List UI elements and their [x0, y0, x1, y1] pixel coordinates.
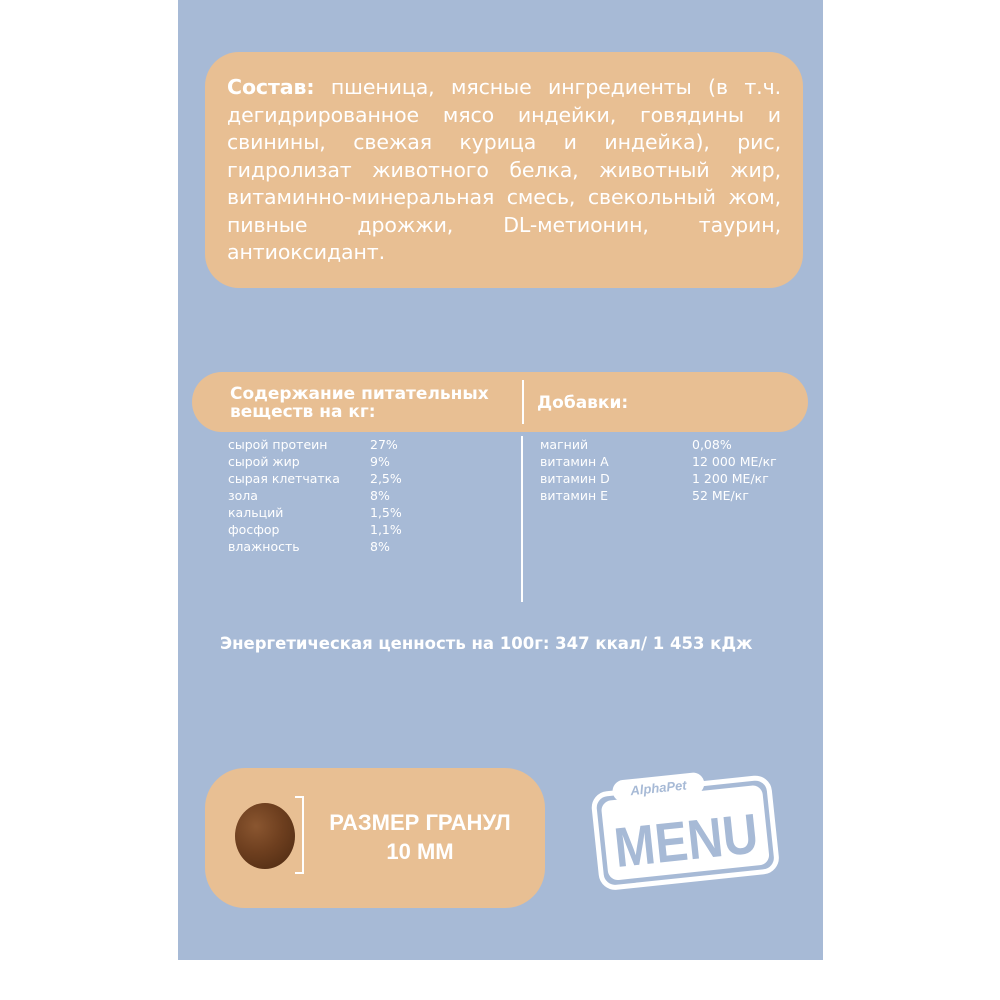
additive-name: витамин D — [540, 471, 610, 486]
granule-line-1: РАЗМЕР ГРАНУЛ — [329, 810, 511, 835]
nutrients-title: Содержание питательных веществ на кг: — [230, 384, 489, 422]
granule-line-2: 10 ММ — [386, 839, 454, 864]
additive-name: витамин Е — [540, 488, 609, 503]
energy-value: Энергетическая ценность на 100г: 347 ккал/ 1 453 кДж — [220, 634, 753, 653]
nutrient-name: кальций — [228, 505, 284, 520]
additive-value: 0,08% — [692, 437, 732, 452]
nutrient-value: 9% — [370, 454, 390, 469]
composition-box — [205, 52, 803, 288]
alphapet-menu-logo — [583, 768, 783, 893]
additive-value: 52 МЕ/кг — [692, 488, 749, 503]
additive-name: магний — [540, 437, 589, 452]
logo-word: MENU — [611, 799, 782, 880]
nutrient-value: 2,5% — [370, 471, 402, 486]
composition-label: Состав: — [227, 75, 315, 99]
composition-text: пшеница, мясные ингредиенты (в т.ч. дегидрированное мясо индейки, говядины и свинины, свежая курица и индейка), рис, гидролизат животного белка, животный жир, витаминно-минеральная смесь, свекольный жом, пивные дрожжи, DL-метионин, таурин, антиоксидант. — [227, 75, 782, 264]
kibble-icon — [235, 803, 295, 869]
logo-brand: AlphaPet — [629, 777, 688, 799]
additive-value: 12 000 МЕ/кг — [692, 454, 777, 469]
nutrient-name: влажность — [228, 539, 300, 554]
nutrient-name: сырой жир — [228, 454, 300, 469]
header-divider — [522, 380, 524, 424]
nutrient-name: зола — [228, 488, 258, 503]
additives-title: Добавки: — [537, 393, 629, 413]
nutrition-header-bar — [192, 372, 808, 432]
granule-size-box — [205, 768, 545, 908]
bracket-icon — [295, 796, 304, 874]
nutrient-name: сырой протеин — [228, 437, 328, 452]
nutrient-value: 8% — [370, 488, 390, 503]
nutrient-value: 1,1% — [370, 522, 402, 537]
additive-name: витамин А — [540, 454, 609, 469]
nutrient-value: 8% — [370, 539, 390, 554]
granule-size-label — [310, 808, 530, 866]
additive-value: 1 200 МЕ/кг — [692, 471, 769, 486]
nutrient-name: фосфор — [228, 522, 280, 537]
column-divider — [521, 436, 523, 602]
nutrient-value: 27% — [370, 437, 398, 452]
nutrient-value: 1,5% — [370, 505, 402, 520]
nutrient-name: сырая клетчатка — [228, 471, 340, 486]
